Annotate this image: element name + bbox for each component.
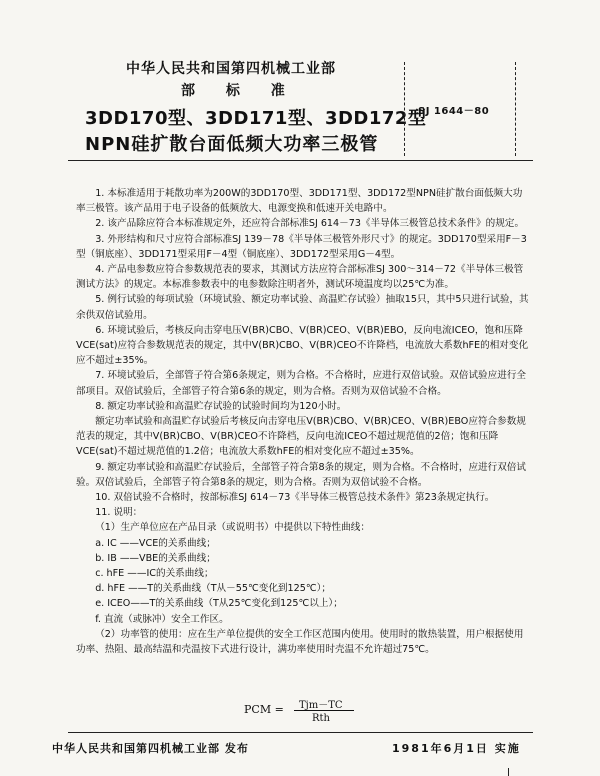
paragraph-7: 7. 环境试验后，全部管子符合第6条规定，则为合格。不合格时，应进行双倍试验。双倍试验应进行全部项目。双倍试验后，全部管子符合第6条的规定，则为合格。否则为双倍试验不合格。 <box>76 370 527 397</box>
paragraph-9: 9. 额定功率试验和高温贮存试验后，全部管子符合第8条的规定，则为合格。不合格时，应进行双倍试验。双倍试验后，全部管子符合第8条的规定，则为合格。否则为双倍试验不合格。 <box>76 461 527 488</box>
paragraph-8: 8. 额定功率试验和高温贮存试验的试验时间均为120小时。 <box>95 400 347 412</box>
standard-code-box <box>404 62 516 158</box>
formula-lhs: PCM = <box>244 703 284 716</box>
standard-type: 部 标 准 <box>181 83 298 99</box>
paragraph-8-detail: 额定功率试验和高温贮存试验后考核反向击穿电压V(BR)CBO、V(BR)CEO、V(BR)EBO应符合参数规范表的规定，其中V(BR)CBO、V(BR)CEO不许降档，反向电流ICEO不超过规范值的2倍；饱和压降VCE(sat)不超过规范值的1.2倍；电流放大系数hFE的相对变化应不超过±35%。 <box>76 416 526 458</box>
note-2: （2）功率管的使用：应在生产单位提供的安全工作区范围内使用。使用时的散热装置，用户根据使用功率、热阻、最高结温和壳温按下式进行设计，满功率使用时壳温不允许超过75℃。 <box>76 628 524 656</box>
paragraph-11: 11. 说明： <box>95 507 143 519</box>
curve-item-b: b. IB ——VBE的关系曲线； <box>95 552 216 564</box>
note-1: （1）生产单位应在产品目录（或说明书）中提供以下特性曲线： <box>95 522 370 534</box>
footer-divider <box>68 732 533 733</box>
publisher-line: 中华人民共和国第四机械工业部 发布 <box>52 742 249 755</box>
paragraph-1: 1. 本标准适用于耗散功率为200W的3DD170型、3DD171型、3DD172型NPN硅扩散台面低频大功率三极管。该产品用于电子设备的低频放大、电源变换和低速开关电路中。 <box>76 188 523 215</box>
effective-date: 1981年6月1日 实施 <box>392 742 521 755</box>
curve-item-a: a. IC ——VCE的关系曲线； <box>95 537 216 549</box>
curve-item-f: f. 直流（或脉冲）安全工作区。 <box>95 613 229 625</box>
standard-code: SJ 1644－80 <box>418 106 490 117</box>
paragraph-6: 6. 环境试验后，考核反向击穿电压V(BR)CBO、V(BR)CEO、V(BR)EBO，反向电流ICEO，饱和压降VCE(sat)应符合参数规范表的规定，其中V(BR)CBO、V(BR)CEO不许降档，电流放大系数hFE的相对变化应不超过±35%。 <box>76 324 529 367</box>
title-line-1: 3DD170型、3DD171型、3DD172型 <box>85 108 427 129</box>
fraction-bar <box>294 710 354 711</box>
paragraph-5: 5. 例行试验的每项试验（环境试验、额定功率试验、高温贮存试验）抽取15只，其中5只进行试验，其余供双倍试验用。 <box>76 294 529 321</box>
paragraph-2: 2. 该产品除应符合本标准规定外，还应符合部标准SJ 614－73《半导体三极管总技术条件》的规定。 <box>95 218 525 230</box>
curve-item-d: d. hFE ——T的关系曲线（T从－55℃变化到125℃）； <box>95 583 331 595</box>
curve-item-e: e. ICEO——T的关系曲线（T从25℃变化到125℃以上）； <box>95 598 343 610</box>
curve-list <box>76 536 531 627</box>
paragraph-3: 3. 外形结构和尺寸应符合部标准SJ 139－78《半导体三极管外形尺寸》的规定。3DD170型采用F－3型（铜底座）、3DD171型采用F－4型（铜底座）、3DD172型采用G－4型。 <box>76 233 527 260</box>
document-body <box>76 186 531 657</box>
ministry-name: 中华人民共和国第四机械工业部 <box>126 61 336 77</box>
power-formula <box>244 700 343 724</box>
paragraph-4: 4. 产品电参数应符合参数规范表的要求，其测试方法应符合部标准SJ 300～314－72《半导体三极管测试方法》的规定。本标准参数表中的电参数除注明者外，测试环境温度均以25℃为准。 <box>76 264 524 291</box>
formula-denominator: Rth <box>312 713 330 724</box>
curve-item-c: c. hFE ——IC的关系曲线； <box>95 568 214 580</box>
title-line-2: NPN硅扩散台面低频大功率三极管 <box>85 134 379 155</box>
margin-mark <box>508 768 509 776</box>
formula-numerator: Tjm－TC <box>299 700 343 711</box>
paragraph-10: 10. 双倍试验不合格时，按部标准SJ 614－73《半导体三极管总技术条件》第23条规定执行。 <box>95 492 495 504</box>
header-divider <box>68 160 533 161</box>
